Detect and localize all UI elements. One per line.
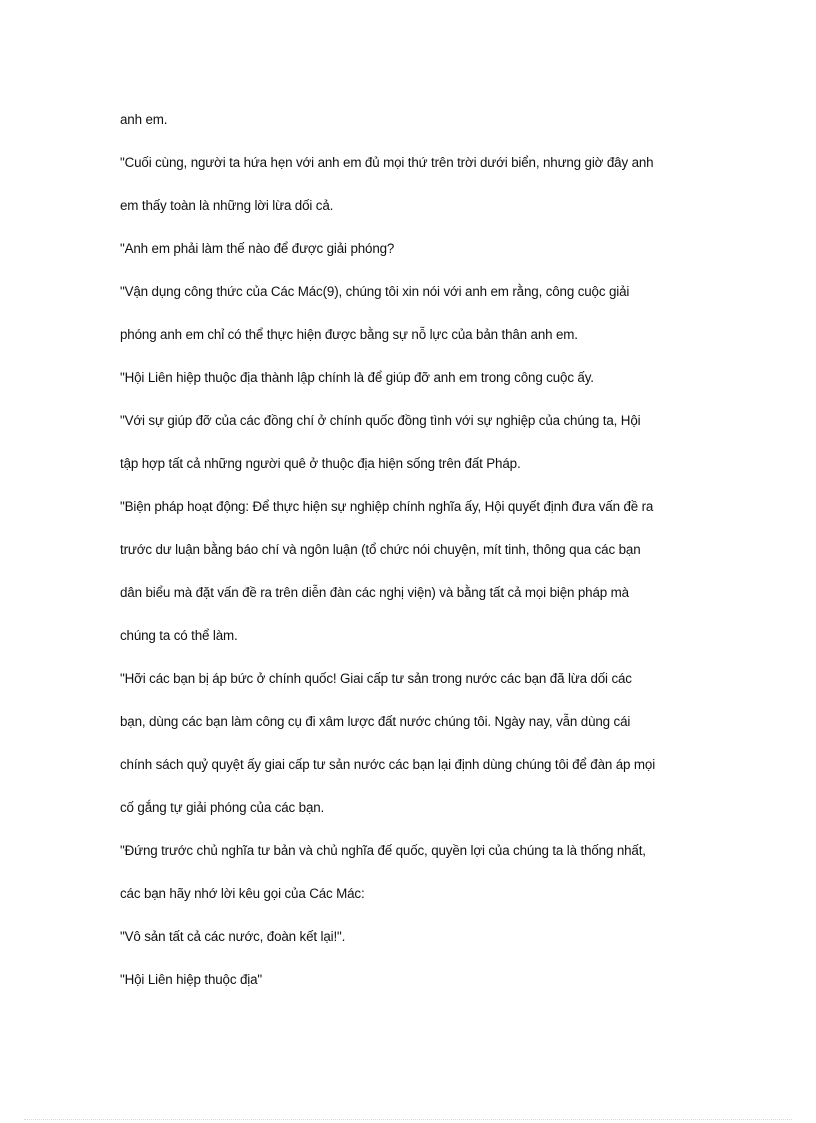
text-line: "Vô sản tất cả các nước, đoàn kết lại!". — [120, 929, 346, 944]
text-line: tập hợp tất cả những người quê ở thuộc địa hiện sống trên đất Pháp. — [120, 456, 521, 471]
text-line: "Anh em phải làm thế nào để được giải phóng? — [120, 241, 395, 256]
text-line: "Hội Liên hiệp thuộc địa" — [120, 972, 262, 987]
text-line: cố gắng tự giải phóng của các bạn. — [120, 800, 325, 815]
text-line: dân biểu mà đặt vấn đề ra trên diễn đàn các nghị viện) và bằng tất cả mọi biện pháp mà — [120, 585, 629, 600]
text-line: bạn, dùng các bạn làm công cụ đi xâm lược đất nước chúng tôi. Ngày nay, vẫn dùng cái — [120, 714, 631, 729]
text-line: trước dư luận bằng báo chí và ngôn luận (tổ chức nói chuyện, mít tinh, thông qua các bạn — [120, 542, 641, 557]
text-line: "Với sự giúp đỡ của các đồng chí ở chính quốc đồng tình với sự nghiệp của chúng ta, Hội — [120, 413, 641, 428]
text-line: "Vận dụng công thức của Các Mác(9), chúng tôi xin nói với anh em rằng, công cuộc giải — [120, 284, 630, 299]
text-line: anh em. — [120, 112, 168, 127]
text-line: "Hội Liên hiệp thuộc địa thành lập chính là để giúp đỡ anh em trong công cuộc ấy. — [120, 370, 594, 385]
text-line: "Hỡi các bạn bị áp bức ở chính quốc! Giai cấp tư sản trong nước các bạn đã lừa dối các — [120, 671, 632, 686]
text-line: "Đứng trước chủ nghĩa tư bản và chủ nghĩa đế quốc, quyền lợi của chúng ta là thống nhất, — [120, 843, 646, 858]
page-bottom-divider — [24, 1119, 792, 1120]
text-line: phóng anh em chỉ có thể thực hiện được bằng sự nỗ lực của bản thân anh em. — [120, 327, 578, 342]
document-body — [120, 98, 700, 1001]
text-line: chúng ta có thể làm. — [120, 628, 238, 643]
text-line: chính sách quỷ quyệt ấy giai cấp tư sản nước các bạn lại định dùng chúng tôi để đàn áp mọi — [120, 757, 656, 772]
text-line: các bạn hãy nhớ lời kêu gọi của Các Mác: — [120, 886, 365, 901]
text-line: "Biện pháp hoạt động: Để thực hiện sự nghiệp chính nghĩa ấy, Hội quyết định đưa vấn đề ra — [120, 499, 654, 514]
text-line: em thấy toàn là những lời lừa dối cả. — [120, 198, 334, 213]
text-line: "Cuối cùng, người ta hứa hẹn với anh em đủ mọi thứ trên trời dưới biển, nhưng giờ đây anh — [120, 155, 654, 170]
